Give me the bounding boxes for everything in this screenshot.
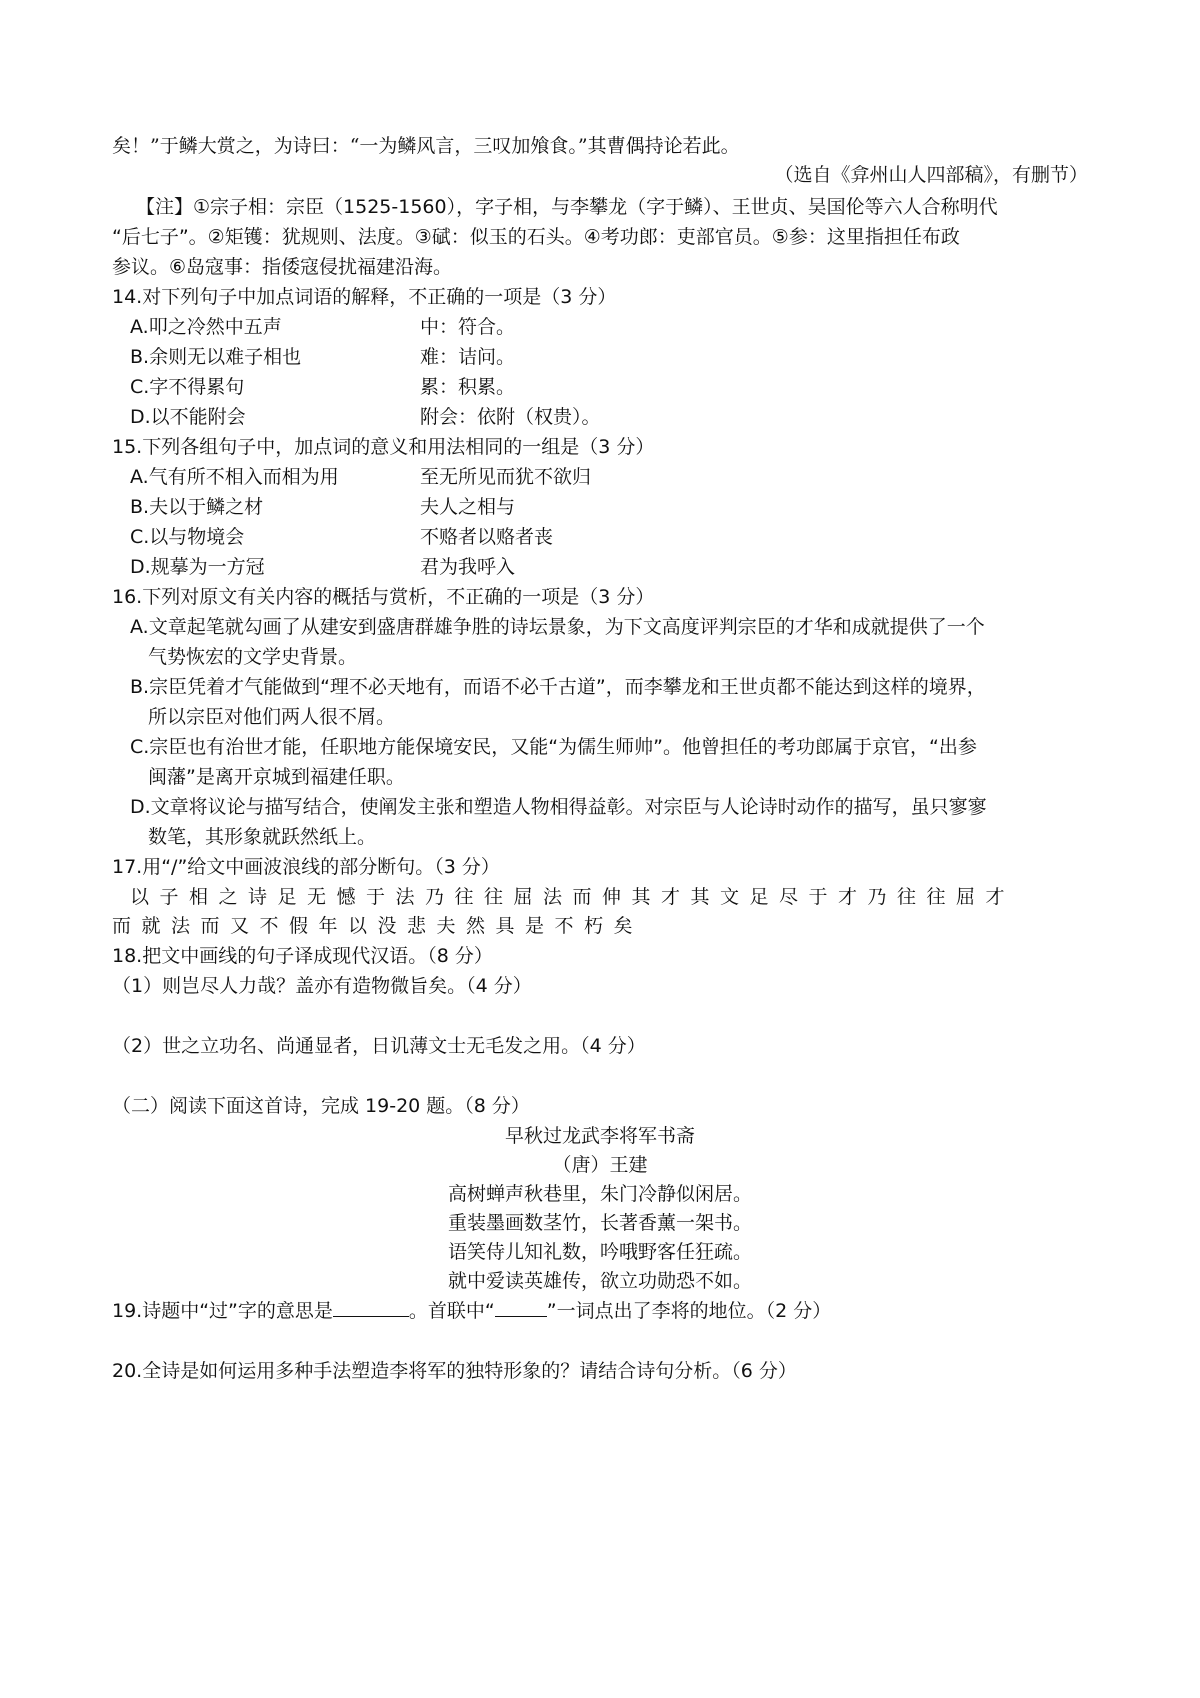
q16-option-c-line1: C.宗臣也有治世才能，任职地方能保境安民，又能“为儒生师帅”。他曾担任的考功郎属于京官，“出参 xyxy=(130,736,977,758)
passage-source: （选自《弇州山人四部稿》，有删节） xyxy=(774,164,1088,186)
poem-title: 早秋过龙武李将军书斋 xyxy=(504,1125,695,1147)
q19-line xyxy=(112,1298,831,1324)
q16-stem: 16.下列对原文有关内容的概括与赏析，不正确的一项是（3 分） xyxy=(112,586,655,608)
q14-stem: 14.对下列句子中加点词语的解释，不正确的一项是（3 分） xyxy=(112,286,617,308)
notes-line-1: 【注】①宗子相：宗臣（1525-1560），字子相，与李攀龙（字于鳞）、王世贞、吴国伦等六人合称明代 xyxy=(136,196,998,218)
q15-option-b-right: 夫人之相与 xyxy=(420,496,516,518)
q14-option-d-gloss: 附会：依附（权贵）。 xyxy=(420,406,601,428)
q19-part3: ”一词点出了李将的地位。（2 分） xyxy=(546,1300,832,1322)
q16-option-d-line2: 数笔，其形象就跃然纸上。 xyxy=(148,826,377,848)
q19-part2: 。首联中“ xyxy=(408,1300,495,1322)
q19-part1: 19.诗题中“过”字的意思是 xyxy=(112,1300,333,1322)
q19-blank-2[interactable] xyxy=(495,1298,547,1317)
q16-option-c-line2: 闽藩”是离开京城到福建任职。 xyxy=(148,766,405,788)
q14-option-b: B.余则无以难子相也 xyxy=(130,346,302,368)
q18-sub2: （2）世之立功名、尚通显者，日讥薄文士无毛发之用。（4 分） xyxy=(112,1035,646,1057)
section2-heading: （二）阅读下面这首诗，完成 19-20 题。（8 分） xyxy=(112,1095,530,1117)
q15-stem: 15.下列各组句子中，加点词的意义和用法相同的一组是（3 分） xyxy=(112,436,655,458)
q14-option-a: A.叩之冷然中五声 xyxy=(130,316,282,338)
q15-option-c-right: 不赂者以赂者丧 xyxy=(420,526,554,548)
q16-option-b-line2: 所以宗臣对他们两人很不屑。 xyxy=(148,706,396,728)
poem-line-2: 重装墨画数茎竹，长著香薰一架书。 xyxy=(447,1212,752,1234)
q17-stem: 17.用“/”给文中画波浪线的部分断句。（3 分） xyxy=(112,856,500,878)
poem-line-4: 就中爱读英雄传，欲立功勋恐不如。 xyxy=(447,1270,752,1292)
passage-last-line: 矣！”于鳞大赏之，为诗曰：“一为鳞风言，三叹加飧食。”其曹偶持论若此。 xyxy=(112,135,740,157)
poem-author: （唐）王建 xyxy=(552,1154,648,1176)
q15-option-a-left: A.气有所不相入而相为用 xyxy=(130,466,339,488)
q20-stem: 20.全诗是如何运用多种手法塑造李将军的独特形象的？请结合诗句分析。（6 分） xyxy=(112,1360,797,1382)
q15-option-d-right: 君为我呼入 xyxy=(420,556,516,578)
q18-sub1: （1）则岂尽人力哉？盖亦有造物微旨矣。（4 分） xyxy=(112,975,532,997)
poem-line-1: 高树蝉声秋巷里，朱门冷静似闲居。 xyxy=(447,1183,752,1205)
q14-option-a-gloss: 中：符合。 xyxy=(420,316,516,338)
notes-line-2: “后七子”。②矩镬：犹规则、法度。③碔：似玉的石头。④考功郎：吏部官员。⑤参：这里指担任布政 xyxy=(112,226,960,248)
q17-text-line2: 而就法而又不假年以没悲夫然具是不朽矣 xyxy=(112,915,644,937)
q15-option-a-right: 至无所见而犹不欲归 xyxy=(420,466,592,488)
q18-stem: 18.把文中画线的句子译成现代汉语。（8 分） xyxy=(112,945,493,967)
q19-blank-1[interactable] xyxy=(333,1298,409,1317)
poem-line-3: 语笑侍儿知礼数，吟哦野客任狂疏。 xyxy=(447,1241,752,1263)
q16-option-a-line2: 气势恢宏的文学史背景。 xyxy=(148,646,358,668)
q15-option-c-left: C.以与物境会 xyxy=(130,526,245,548)
q15-option-d-left: D.规摹为一方冠 xyxy=(130,556,265,578)
q14-option-c: C.字不得累句 xyxy=(130,376,245,398)
q16-option-b-line1: B.宗臣凭着才气能做到“理不必天地有，而语不必千古道”，而李攀龙和王世贞都不能达到这样的境界， xyxy=(130,676,986,698)
q14-option-c-gloss: 累：积累。 xyxy=(420,376,516,398)
q15-option-b-left: B.夫以于鳞之材 xyxy=(130,496,264,518)
q16-option-a-line1: A.文章起笔就勾画了从建安到盛唐群雄争胜的诗坛景象，为下文高度评判宗臣的才华和成就提供了一个 xyxy=(130,616,985,638)
notes-line-3: 参议。⑥岛寇事：指倭寇侵扰福建沿海。 xyxy=(112,256,453,278)
q14-option-b-gloss: 难：诘问。 xyxy=(420,346,516,368)
q16-option-d-line1: D.文章将议论与描写结合，使阐发主张和塑造人物相得益彰。对宗臣与人论诗时动作的描写，虽只寥寥 xyxy=(130,796,987,818)
q17-text-line1: 以子相之诗足无憾于法乃往往屈法而伸其才其文足尽于才乃往往屈才 xyxy=(130,886,1016,908)
q14-option-d: D.以不能附会 xyxy=(130,406,246,428)
